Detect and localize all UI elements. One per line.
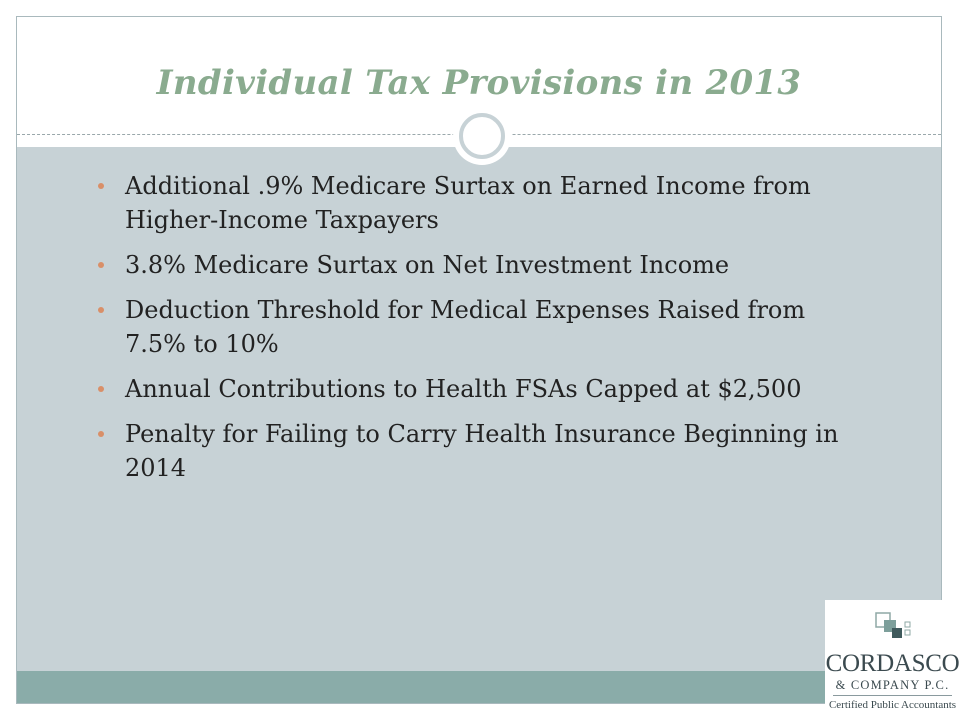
bullet-dot-icon	[98, 307, 104, 313]
slide-frame	[16, 16, 942, 704]
bullet-text: Annual Contributions to Health FSAs Capped at $2,500	[125, 375, 802, 403]
footer-band	[17, 671, 941, 704]
logo-subname: & COMPANY P.C.	[835, 678, 950, 692]
bullet-dot-icon	[98, 262, 104, 268]
divider-ring-icon	[459, 113, 505, 159]
bullet-text: 3.8% Medicare Surtax on Net Investment Income	[125, 251, 730, 279]
slide-title: Individual Tax Provisions in 2013	[156, 63, 802, 103]
logo-squares-icon	[875, 612, 915, 646]
bullet-text: Penalty for Failing to Carry Health Insurance Beginning in 2014	[125, 420, 839, 482]
bullet-dot-icon	[98, 431, 104, 437]
bullet-item	[97, 417, 857, 485]
logo-tagline: Certified Public Accountants	[828, 699, 957, 711]
bullet-item	[97, 248, 857, 282]
bullet-text: Deduction Threshold for Medical Expenses Raised from 7.5% to 10%	[125, 296, 806, 358]
bullet-text: Additional .9% Medicare Surtax on Earned Income from Higher-Income Taxpayers	[125, 172, 811, 234]
company-logo	[825, 600, 960, 720]
bullet-dot-icon	[98, 386, 104, 392]
logo-name: CORDASCO	[825, 650, 960, 677]
bullet-item	[97, 293, 857, 361]
bullet-item	[97, 372, 857, 406]
bullet-list	[97, 169, 857, 496]
bullet-item	[97, 169, 857, 237]
bullet-dot-icon	[98, 183, 104, 189]
logo-divider	[833, 695, 952, 696]
